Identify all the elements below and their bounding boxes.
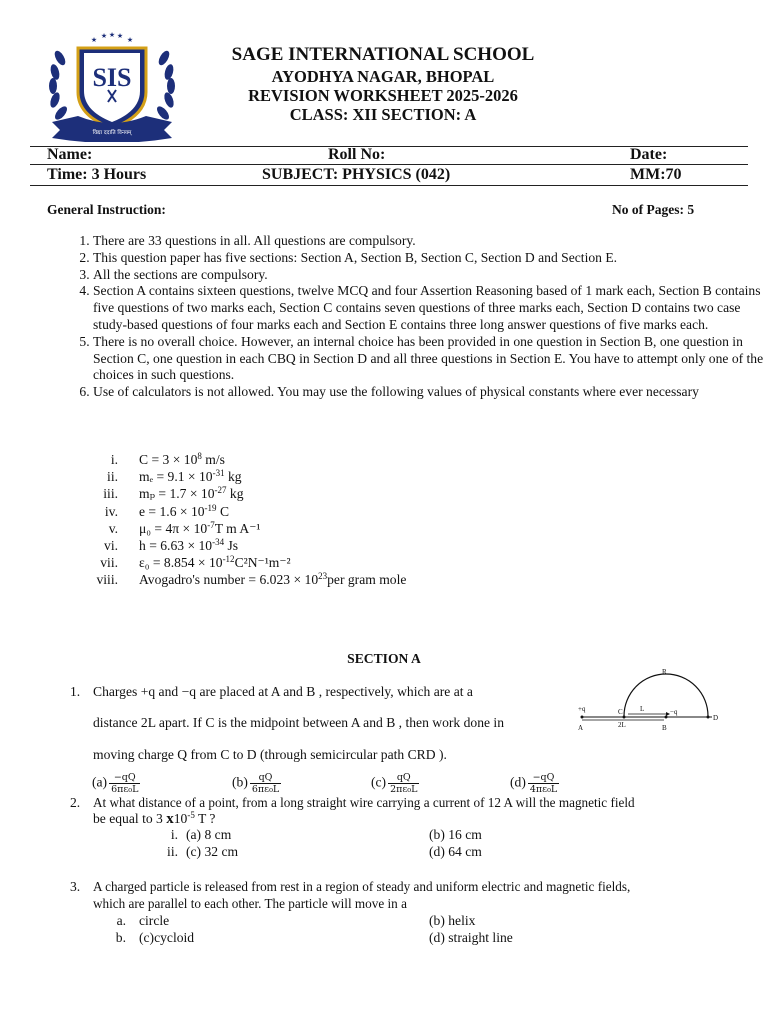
q1-option-c: (c) $\frac{qQ}{\text{2πε₀L}}$ xyxy=(371,772,418,795)
constants-list xyxy=(88,452,508,590)
label-c: C xyxy=(618,708,623,716)
instruction-item: 5. There is no overall choice. However, an internal choice has been provided in one question in Section B, one question in Section C, one question in each CBQ in Section D and all three questions in Section E. You have to attempt only one of the choices in such questions. xyxy=(93,334,768,384)
svg-text:★: ★ xyxy=(116,32,124,40)
q3-option-d: (d) straight line xyxy=(429,930,513,945)
q2-option-a: (a) 8 cm xyxy=(186,827,232,842)
constant-row: vi. $h = 6.63 \times 10^{-34}$ Js xyxy=(104,536,239,553)
time-label: Time: 3 Hours xyxy=(47,166,147,183)
point-d xyxy=(707,716,710,719)
q1-option-d: (d) $\frac{-qQ}{\text{4πε₀L}}$ xyxy=(510,772,558,795)
label-b: B xyxy=(662,724,667,732)
divider-middle xyxy=(30,164,748,165)
instruction-item: 3. All the sections are compulsory. xyxy=(93,267,768,284)
q1-line-1: Charges +q and −q are placed at A and B , respectively, which are at a xyxy=(93,684,473,699)
point-c xyxy=(623,716,626,719)
q3-number: 3. xyxy=(70,879,81,894)
general-instruction-heading: General Instruction: xyxy=(47,202,166,217)
label-d: D xyxy=(713,714,719,722)
q3-row-number: b. xyxy=(115,930,126,945)
name-label: Name: xyxy=(47,146,93,163)
subject-label: SUBJECT: PHYSICS (042) xyxy=(262,166,451,183)
label-minus-q: −q xyxy=(670,708,678,716)
point-b xyxy=(665,716,668,719)
constant-row: viii. Avogadro's number = $6.023 \times 10^{23}per$ gram mole xyxy=(96,571,407,588)
pages-count: No of Pages: 5 xyxy=(612,202,695,217)
q1-line-2: distance 2L apart. If C is the midpoint between A and B , then work done in xyxy=(93,715,504,730)
q3-option-a: circle xyxy=(139,913,170,928)
q1-number: 1. xyxy=(70,684,81,699)
class-section: CLASS: XII SECTION: A xyxy=(289,105,477,124)
label-two-l: 2L xyxy=(618,721,626,729)
q1-option-a: (a) $\frac{-qQ}{\text{6πε₀L}}$ xyxy=(92,772,139,795)
instruction-item: 4. Section A contains sixteen questions, twelve MCQ and four Assertion Reasoning based of 1 mark each, Section B contains five questions of two marks each, Section C contains seven questions of three marks each, Section D contains two case study-based questions of four marks each and Section E contains three long answer questions of five marks each. xyxy=(93,283,768,333)
q3-line-1: A charged particle is released from rest in a region of steady and uniform electric and magnetic fields, xyxy=(93,879,631,894)
point-a xyxy=(581,716,584,719)
worksheet-title: REVISION WORKSHEET 2025-2026 xyxy=(248,86,518,105)
label-l: L xyxy=(640,705,645,713)
label-r: R xyxy=(662,668,667,676)
instruction-item: 6. Use of calculators is not allowed. You may use the following values of physical constants where ever necessary xyxy=(93,384,768,401)
q2-row-number: ii. xyxy=(167,844,178,859)
divider-bottom xyxy=(30,185,748,186)
constant-row: iv. $e = 1.6 \times 10^{-19}$ C xyxy=(104,502,230,519)
q3-row-number: a. xyxy=(116,913,126,928)
q3-line-2: which are parallel to each other. The particle will move in a xyxy=(93,896,407,911)
constant-row: v. $\mu_0 = 4\pi \times 10^{-7}T$ m A⁻¹ xyxy=(108,519,261,536)
logo-motto: विद्या ददाति विनयम् xyxy=(92,130,132,136)
school-logo xyxy=(38,30,186,142)
constant-row: i. $C = 3 \times 10^8$ m/s xyxy=(110,451,225,467)
school-name: SAGE INTERNATIONAL SCHOOL xyxy=(231,44,535,65)
marks-label: MM:70 xyxy=(630,166,682,183)
laurel-right-icon xyxy=(155,49,176,122)
constant-row: vii. $\varepsilon_0 = 8.854 \times 10^{-12}C^2N^{-1}m^{-2}$ xyxy=(100,554,291,571)
label-a: A xyxy=(578,724,584,732)
constant-row: iii. $m_p = 1.7 \times 10^{-27}$ kg xyxy=(103,485,244,502)
q1-option-b: (b) $\frac{qQ}{\text{6πε₀L}}$ xyxy=(232,772,280,795)
laurel-left-icon xyxy=(49,49,70,122)
svg-text:★: ★ xyxy=(90,36,98,44)
instruction-item: 1. There are 33 questions in all. All questions are compulsory. xyxy=(93,233,768,250)
q2-option-c: (c) 32 cm xyxy=(186,844,239,859)
constant-row: ii. $m_e = 9.1 \times 10^{-31}$ kg xyxy=(107,468,242,485)
roll-label: Roll No: xyxy=(328,146,386,163)
q2-option-d: (d) 64 cm xyxy=(429,844,482,859)
q2-row-number: i. xyxy=(170,827,178,842)
q1-line-3: moving charge Q from C to D (through semicircular path CRD ). xyxy=(93,747,447,762)
label-plus-q: +q xyxy=(578,705,586,713)
section-a-title: SECTION A xyxy=(347,651,421,666)
q2-line-1: At what distance of a point, from a long straight wire carrying a current of 12 A will the magnetic field xyxy=(93,795,635,810)
svg-text:★: ★ xyxy=(126,36,134,44)
svg-text:★: ★ xyxy=(100,32,108,40)
svg-text:★: ★ xyxy=(108,31,116,39)
q2-option-b: (b) 16 cm xyxy=(429,827,482,842)
q1-semicircle-diagram xyxy=(574,664,734,744)
logo-monogram: SIS xyxy=(92,63,132,92)
instruction-item: 2. This question paper has five sections: Section A, Section B, Section C, Section D and Section E. xyxy=(93,250,768,267)
q3-option-c: (c)cycloid xyxy=(139,930,195,945)
school-city: AYODHYA NAGAR, BHOPAL xyxy=(271,67,495,86)
date-label: Date: xyxy=(630,146,668,163)
stars-icon xyxy=(91,31,133,44)
semicircle-path xyxy=(624,674,708,716)
q2-number: 2. xyxy=(70,795,81,810)
instruction-list xyxy=(46,233,768,401)
q2-line-2: be equal to 3 $x10^{-5}$ T ? xyxy=(93,810,216,827)
q3-option-b: (b) helix xyxy=(429,913,476,928)
